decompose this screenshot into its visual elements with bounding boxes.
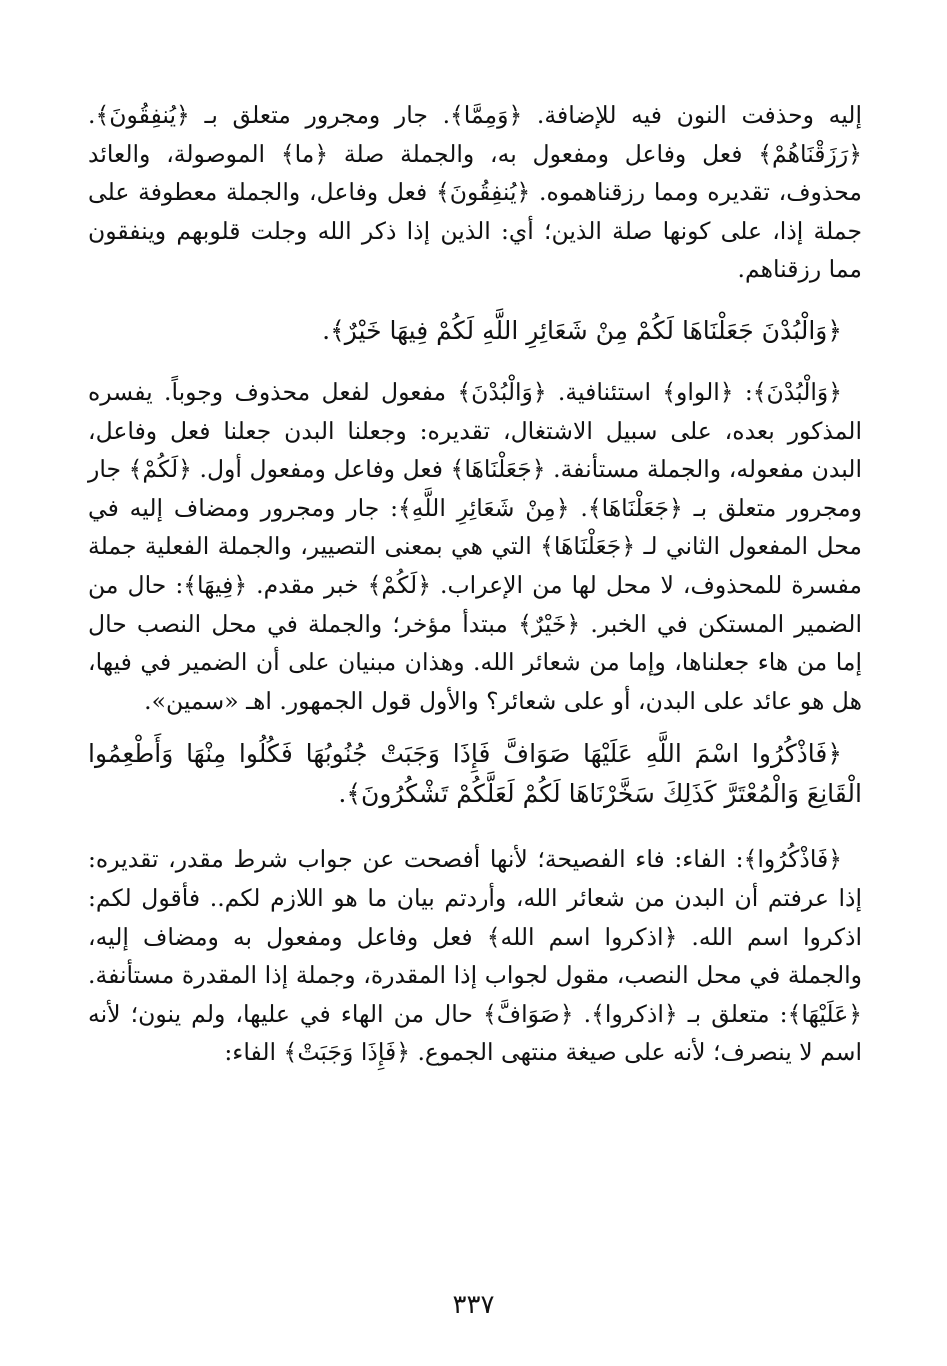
paragraph-1: إليه وحذفت النون فيه للإضافة. ﴿وَمِمَّا﴾. جار ومجرور متعلق بـ ﴿يُنفِقُونَ﴾. ﴿رَزَقْنَاهُمْ﴾ فعل وفاعل ومفعول به، والجملة صلة ﴿ما﴾ الموصولة، والعائد محذوف، تقديره ومما رزقناهموه. ﴿يُنفِقُونَ﴾ فعل وفاعل، والجملة معطوفة على جملة إذا، على كونها صلة الذين؛ أي: الذين إذا ذكر الله وجلت قلوبهم وينفقون مما رزقناهم.	[88, 101, 862, 284]
paragraph-2: ﴿وَالْبُدْنَ﴾: ﴿الواو﴾ استئنافية. ﴿وَالْبُدْنَ﴾ مفعول لفعل محذوف وجوباً. يفسره المذكور بعده، على سبيل الاشتغال، تقديره: وجعلنا البدن جعلنا فعل وفاعل، البدن مفعوله، والجملة مستأنفة. ﴿جَعَلْنَاهَا﴾ فعل وفاعل ومفعول أول. ﴿لَكُمْ﴾ جار ومجرور متعلق بـ ﴿جَعَلْنَاهَا﴾. ﴿مِنْ شَعَائِرِ اللَّهِ﴾: جار ومجرور ومضاف إليه في محل المفعول الثاني لـ ﴿جَعَلْنَاهَا﴾ التي هي بمعنى التصيير، والجملة الفعلية جملة مفسرة للمحذوف، لا محل لها من الإعراب. ﴿لَكُمْ﴾ خبر مقدم. ﴿فِيهَا﴾: حال من الضمير المستكن في الخبر. ﴿خَيْرٌ﴾ مبتدأ مؤخر؛ والجملة في محل النصب حال إما من هاء جعلناها، وإما من شعائر الله. وهذان مبنيان على أن الضمير في فيها، هل هو عائد على البدن، أو على شعائر؟ والأول قول الجمهور. اهـ «سمين».	[88, 377, 862, 715]
quran-verse-1: ﴿وَالْبُدْنَ جَعَلْنَاهَا لَكُمْ مِنْ شَعَائِرِ اللَّهِ لَكُمْ فِيهَا خَيْرٌ﴾.	[322, 315, 842, 345]
quran-verse-2: ﴿فَاذْكُرُوا اسْمَ اللَّهِ عَلَيْهَا صَوَافَّ فَإِذَا وَجَبَتْ جُنُوبُهَا فَكُلُوا مِنْهَا وَأَطْعِمُوا الْقَانِعَ وَالْمُعْتَرَّ كَذَلِكَ سَخَّرْنَاهَا لَكُمْ لَعَلَّكُمْ تَشْكُرُونَ﴾.	[88, 739, 862, 809]
paragraph-3: ﴿فَاذْكُرُوا﴾: الفاء: فاء الفصيحة؛ لأنها أفصحت عن جواب شرط مقدر، تقديره: إذا عرفتم أن البدن من شعائر الله، وأردتم بيان ما هو اللازم لكم.. فأقول لكم: اذكروا اسم الله. ﴿اذكروا اسم الله﴾ فعل وفاعل ومفعول به ومضاف إليه، والجملة في محل النصب، مقول لجواب إذا المقدرة، وجملة إذا المقدرة مستأنفة. ﴿عَلَيْهَا﴾: متعلق بـ ﴿اذكروا﴾. ﴿صَوَافَّ﴾ حال من الهاء في عليها، ولم ينون؛ لأنه اسم لا ينصرف؛ لأنه على صيغة منتهى الجموع. ﴿فَإِذَا وَجَبَتْ﴾ الفاء:	[88, 845, 862, 1067]
page-body	[88, 96, 862, 1072]
page-number: ٣٣٧	[452, 1290, 495, 1320]
